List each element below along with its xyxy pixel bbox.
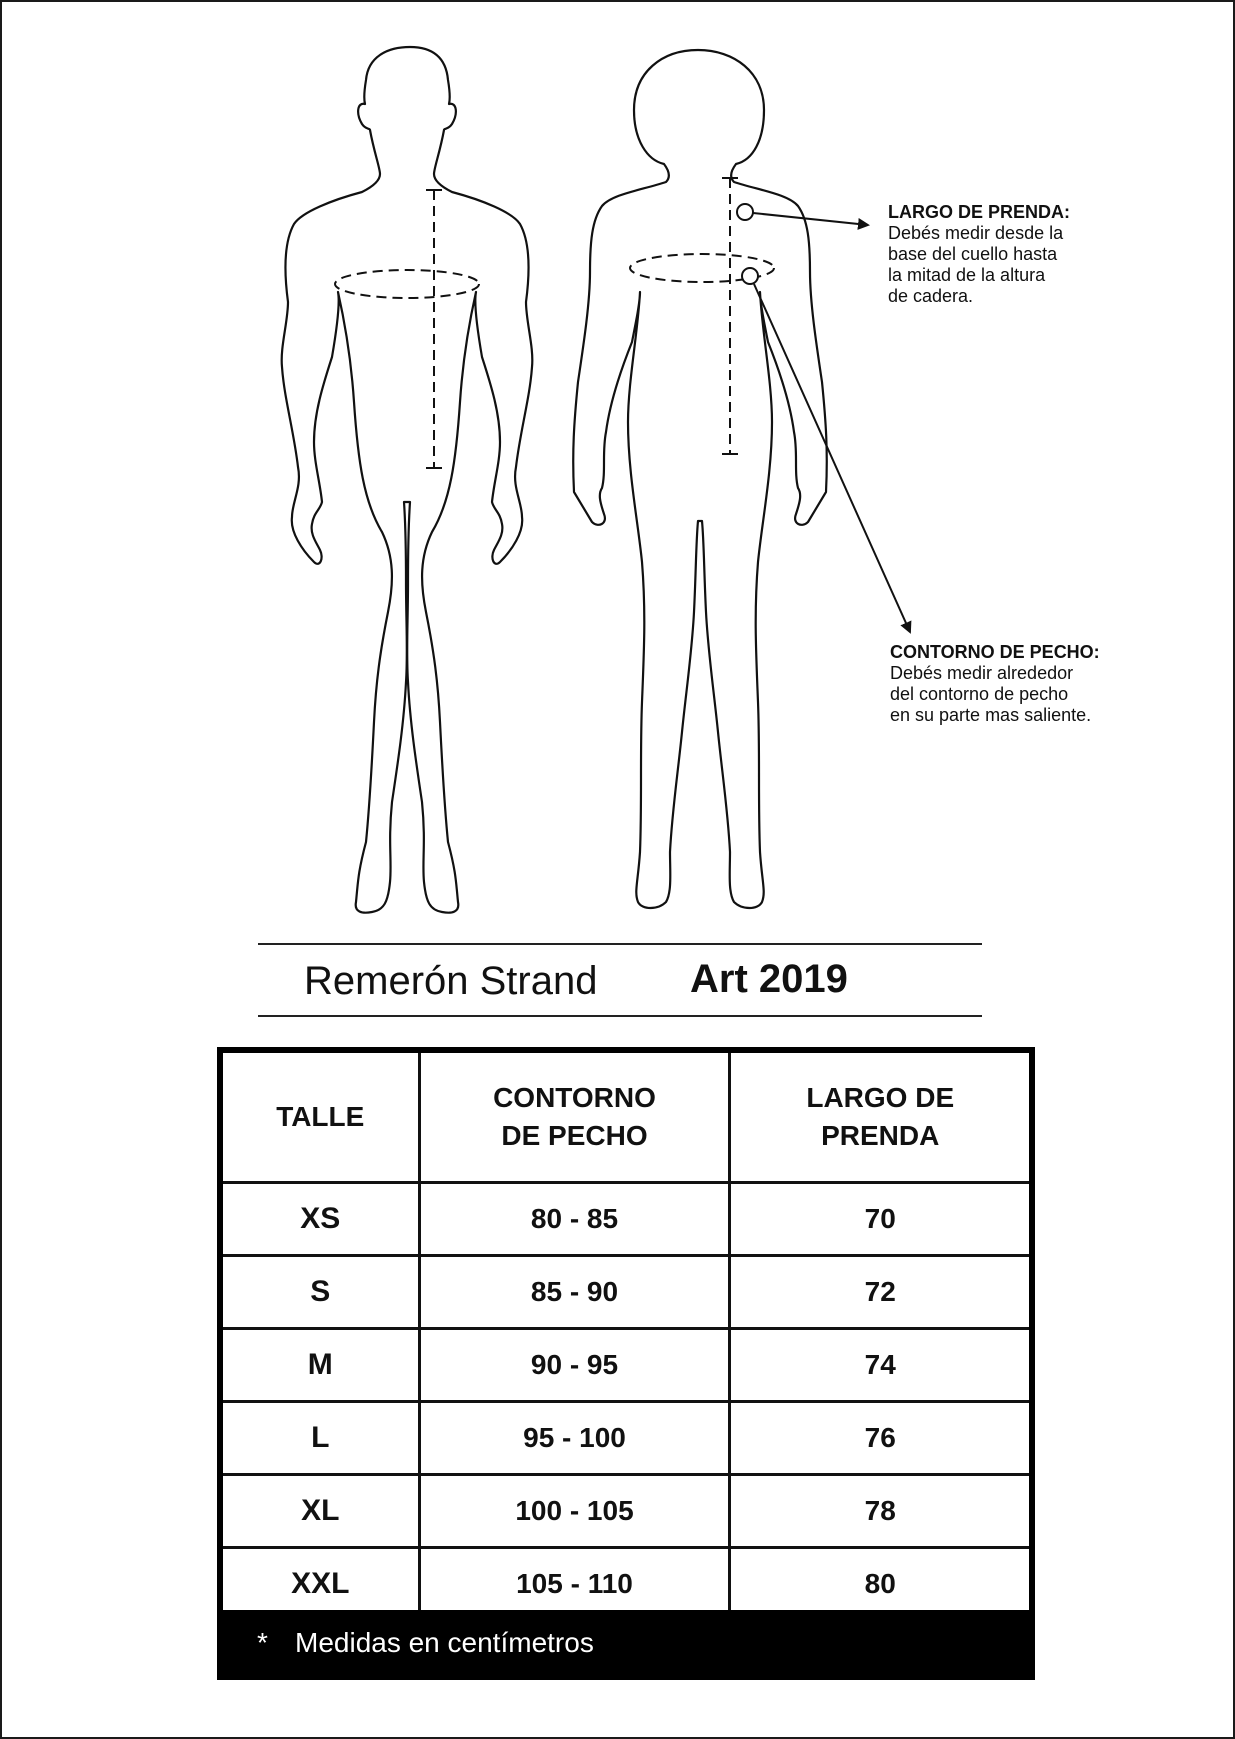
header-contorno: CONTORNO DE PECHO (419, 1050, 730, 1183)
cell-contorno: 85 - 90 (419, 1256, 730, 1329)
cell-contorno: 80 - 85 (419, 1183, 730, 1256)
cell-largo: 76 (730, 1402, 1032, 1475)
cell-talle: XL (220, 1475, 419, 1548)
cell-talle: S (220, 1256, 419, 1329)
cell-talle: L (220, 1402, 419, 1475)
table-row (220, 1183, 1032, 1256)
body-measurement-illustration (2, 2, 1235, 942)
table-row (220, 1475, 1032, 1548)
cell-largo: 70 (730, 1183, 1032, 1256)
table-header-row (220, 1050, 1032, 1183)
cell-largo: 78 (730, 1475, 1032, 1548)
table-row (220, 1329, 1032, 1402)
female-figure (573, 50, 827, 908)
cell-largo: 74 (730, 1329, 1032, 1402)
footnote-text: Medidas en centímetros (295, 1627, 594, 1658)
product-name: Remerón Strand (304, 959, 598, 1003)
header-largo: LARGO DE PRENDA (730, 1050, 1032, 1183)
cell-largo: 80 (730, 1548, 1032, 1623)
female-measure-lines (630, 178, 774, 454)
cell-talle: XS (220, 1183, 419, 1256)
cell-contorno: 90 - 95 (419, 1329, 730, 1402)
contorno-callout (890, 642, 1150, 726)
size-table (217, 1047, 1035, 1625)
product-article: Art 2019 (690, 957, 848, 1001)
cell-contorno: 95 - 100 (419, 1402, 730, 1475)
cell-contorno: 100 - 105 (419, 1475, 730, 1548)
largo-callout-heading: LARGO DE PRENDA: (888, 202, 1071, 222)
largo-callout (888, 202, 1128, 307)
contorno-callout-heading: CONTORNO DE PECHO: (890, 642, 1100, 662)
cell-talle: XXL (220, 1548, 419, 1623)
largo-callout-text: Debés medir desde la base del cuello hasta la mitad de la altura de cadera. (888, 223, 1064, 306)
header-talle: TALLE (220, 1050, 419, 1183)
footnote-marker: * (257, 1627, 268, 1658)
footnote-bar (217, 1610, 1035, 1680)
contorno-callout-text: Debés medir alrededor del contorno de pecho en su parte mas saliente. (890, 663, 1092, 725)
male-figure (282, 47, 533, 913)
cell-largo: 72 (730, 1256, 1032, 1329)
cell-talle: M (220, 1329, 419, 1402)
table-row (220, 1402, 1032, 1475)
product-title-band (258, 943, 982, 1017)
cell-contorno: 105 - 110 (419, 1548, 730, 1623)
table-row (220, 1256, 1032, 1329)
